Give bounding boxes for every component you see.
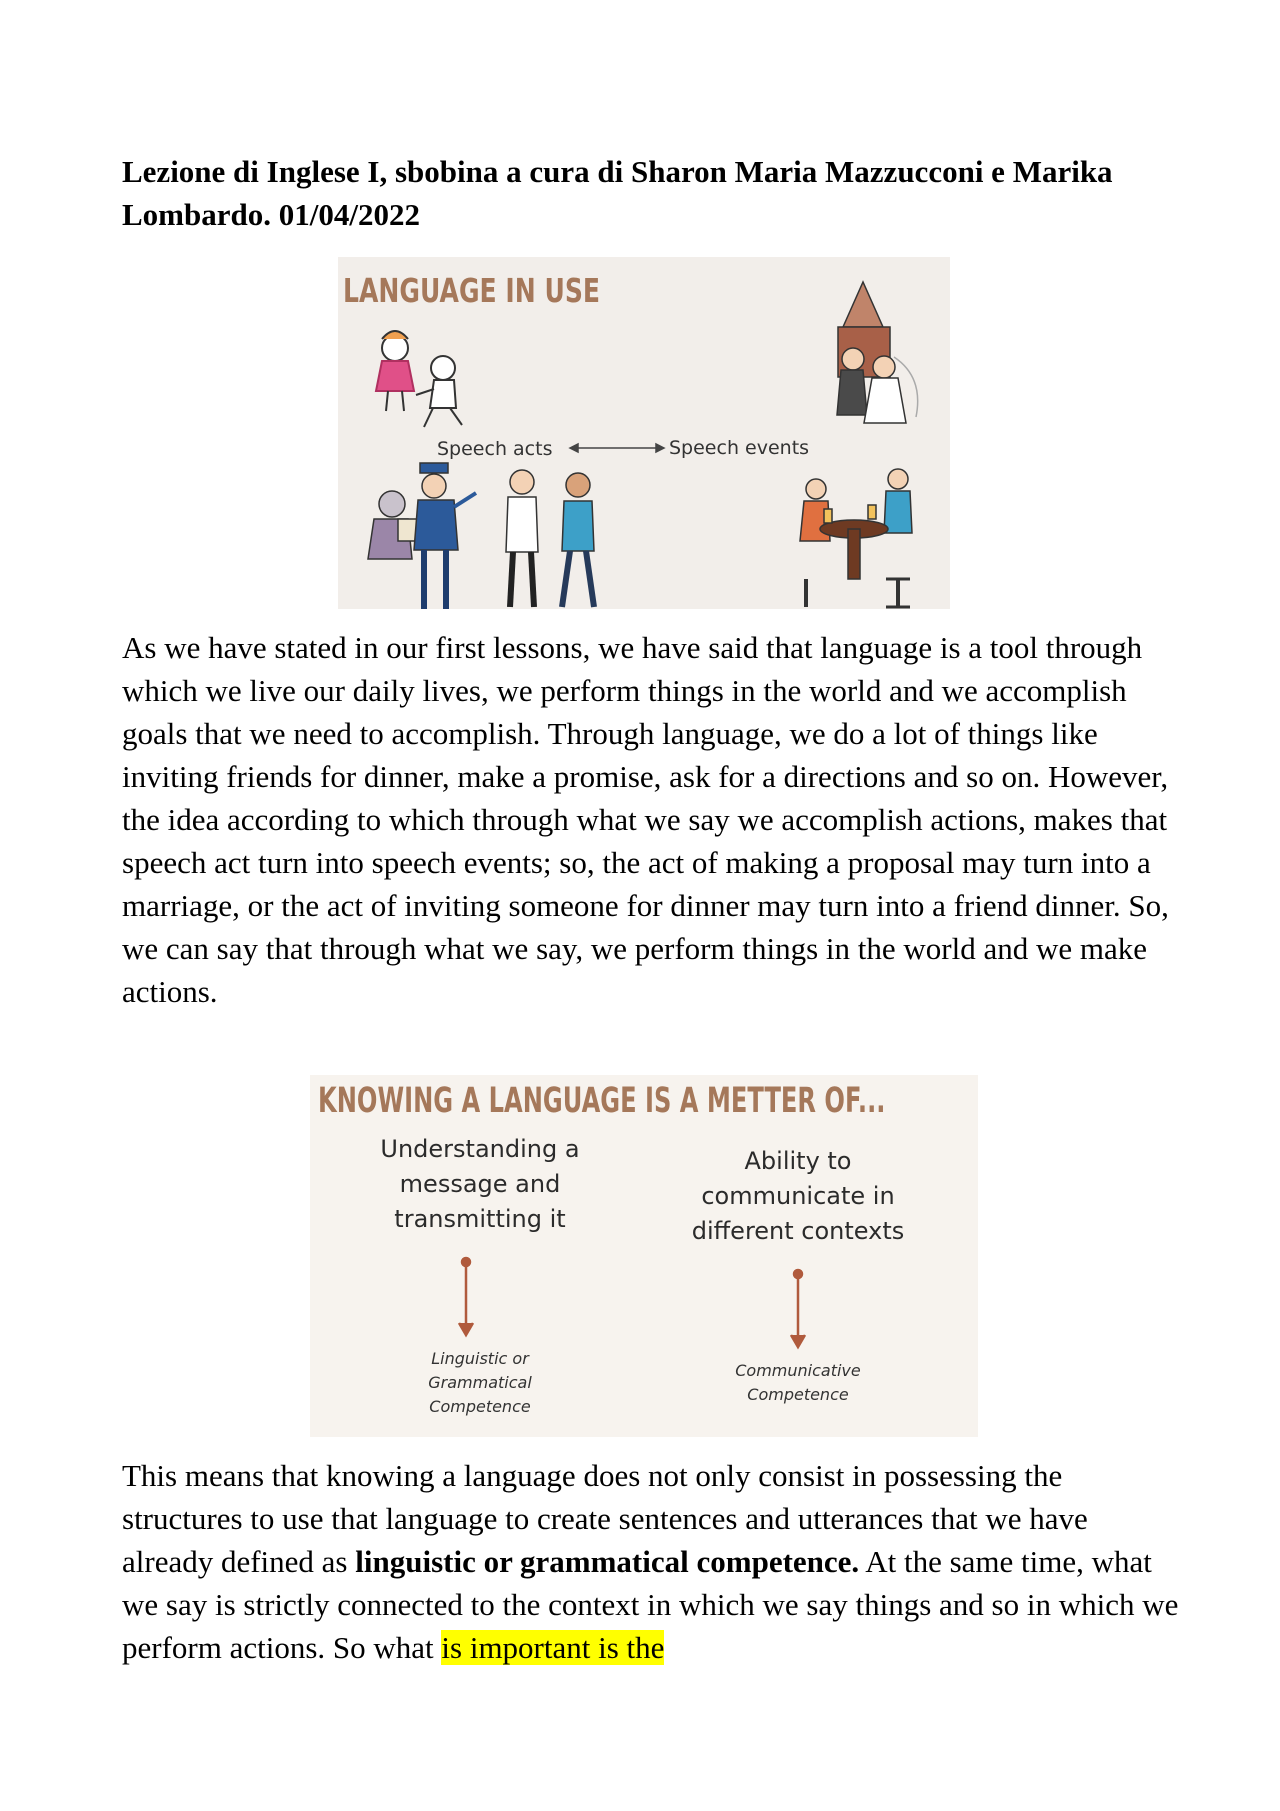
double-arrow-icon [570,444,664,452]
highlighted-text: is important is the [441,1630,665,1665]
understanding-message-text: Understanding a message and transmitting it [380,1135,580,1233]
figure-illustration [338,257,950,609]
communicative-competence-text: Communicative Competence [735,1361,861,1404]
left-down-arrow-icon [459,1258,473,1335]
language-in-use-figure [338,257,950,609]
knowing-a-language-figure [310,1075,978,1437]
paragraph-2-text-start: This means that knowing a language does not only consist in possessing the structures to use that language to create sentences and utterances that we have already defined as [122,1458,1088,1579]
linguistic-competence-text: Linguistic or Grammatical Competence [428,1349,532,1416]
speech-events-label: Speech events [669,437,810,459]
paragraph-1: As we have stated in our first lessons, we have said that language is a tool through which we live our daily lives, we perform things in the world and we accomplish goals that we need to accomplish. Through language, we do a lot of things like inviting friends for dinner, make a promise, ask for a directions and so on. However, the idea according to which through what we say we accomplish actions, makes that speech act turn into speech events; so, the act of making a proposal may turn into a marriage, or the act of inviting someone for dinner may turn into a friend dinner. So, we can say that through what we say, we perform things in the world and we make actions. [122,630,1169,1009]
friends-dinner-illustration [800,469,912,607]
right-down-arrow-icon [791,1270,805,1347]
speech-acts-label: Speech acts [437,438,553,460]
paragraph-2-text-middle: At the same time, what we say is strictly connected to the context in which we say things and so in which we perform actions. So what [122,1544,1179,1665]
ability-to-communicate-text: Ability to communicate in different contexts [691,1147,905,1245]
two-people-talking-illustration [506,470,594,607]
figure-title: LANGUAGE IN USE [343,271,601,310]
document-title: Lezione di Inglese I, sbobina a cura di Sharon Maria Mazzucconi e Marika Lombardo. 01/04/2022 [122,154,1113,232]
wedding-couple-illustration [837,282,918,423]
paragraph-2 [122,1454,1182,1669]
police-officer-illustration [368,463,476,609]
proposal-couple-illustration [376,331,462,427]
bold-term: linguistic or grammatical competence. [355,1544,860,1579]
figure-title: KNOWING A LANGUAGE IS A METTER OF... [318,1081,886,1121]
